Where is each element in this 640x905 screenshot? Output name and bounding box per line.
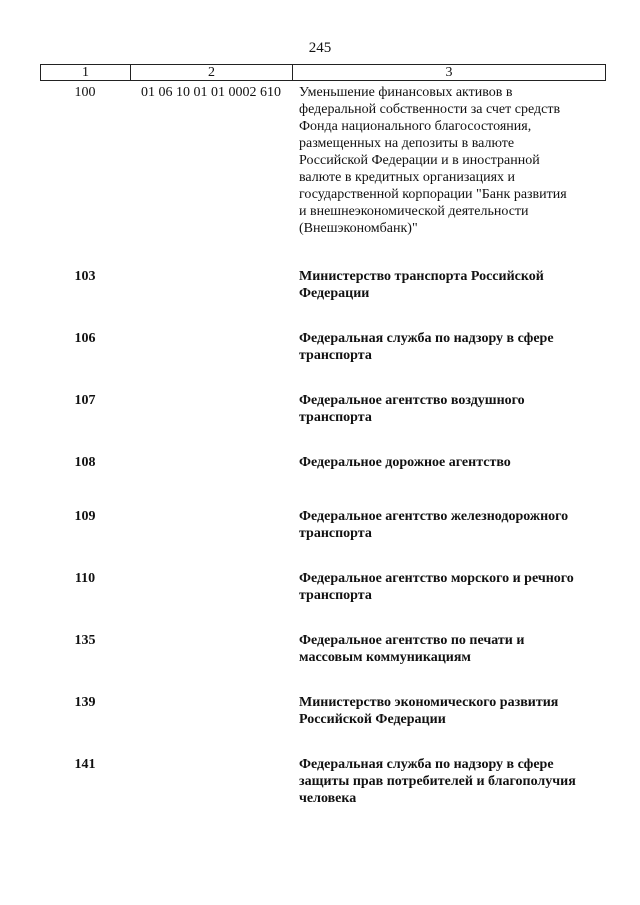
desc-line: массовым коммуникациям [299, 650, 471, 665]
row-description [299, 268, 596, 302]
desc-line: транспорта [299, 588, 372, 603]
row-description [299, 570, 596, 604]
desc-line: государственной корпорации "Банк развития [299, 187, 567, 202]
desc-line: Федеральное агентство по печати и [299, 633, 525, 648]
row-code: 139 [74, 695, 96, 710]
desc-line: Федерации [299, 286, 370, 301]
desc-line: размещенных на депозиты в валюте [299, 136, 515, 151]
row-kbk: 01 06 10 01 01 0002 610 [141, 85, 281, 100]
row-description [299, 632, 596, 666]
desc-line: защиты прав потребителей и благополучия [299, 774, 576, 789]
desc-line: и внешнеэкономической деятельности [299, 204, 529, 219]
desc-line: Министерство транспорта Российской [299, 269, 544, 284]
row-code: 107 [74, 393, 96, 408]
row-description [299, 694, 596, 728]
desc-line: Министерство экономического развития [299, 695, 559, 710]
row-description [299, 84, 596, 237]
table-header [40, 64, 606, 81]
desc-line: транспорта [299, 348, 372, 363]
row-code: 135 [74, 633, 96, 648]
desc-line: Уменьшение финансовых активов в [299, 85, 513, 100]
desc-line: валюте в кредитных организациях и [299, 170, 516, 185]
desc-line: Федеральная служба по надзору в сфере [299, 331, 554, 346]
desc-line: Федеральное агентство морского и речного [299, 571, 574, 586]
desc-line: Российской Федерации и в иностранной [299, 153, 540, 168]
row-description [299, 330, 596, 364]
row-code: 108 [74, 455, 96, 470]
desc-line: человека [299, 791, 357, 806]
header-col-3: 3 [445, 65, 453, 80]
row-description [299, 756, 596, 807]
row-code: 110 [74, 571, 96, 586]
desc-line: Фонда национального благосостояния, [299, 119, 532, 134]
desc-line: Федеральная служба по надзору в сфере [299, 757, 554, 772]
row-code: 103 [74, 269, 96, 284]
row-code: 141 [74, 757, 96, 772]
desc-line: транспорта [299, 410, 372, 425]
row-description [299, 392, 596, 426]
header-col-1: 1 [41, 65, 131, 80]
row-description [299, 508, 596, 542]
desc-line: Федеральное агентство воздушного [299, 393, 525, 408]
row-code: 106 [74, 331, 96, 346]
header-col-2: 2 [131, 65, 293, 80]
row-code: 109 [74, 509, 96, 524]
desc-line: Федеральное дорожное агентство [299, 455, 511, 470]
row-description [299, 454, 596, 471]
desc-line: (Внешэкономбанк)" [299, 221, 418, 236]
desc-line: Российской Федерации [299, 712, 446, 727]
page-number: 245 [308, 40, 332, 56]
desc-line: транспорта [299, 526, 372, 541]
desc-line: федеральной собственности за счет средств [299, 102, 561, 117]
desc-line: Федеральное агентство железнодорожного [299, 509, 569, 524]
row-code: 100 [74, 85, 96, 100]
